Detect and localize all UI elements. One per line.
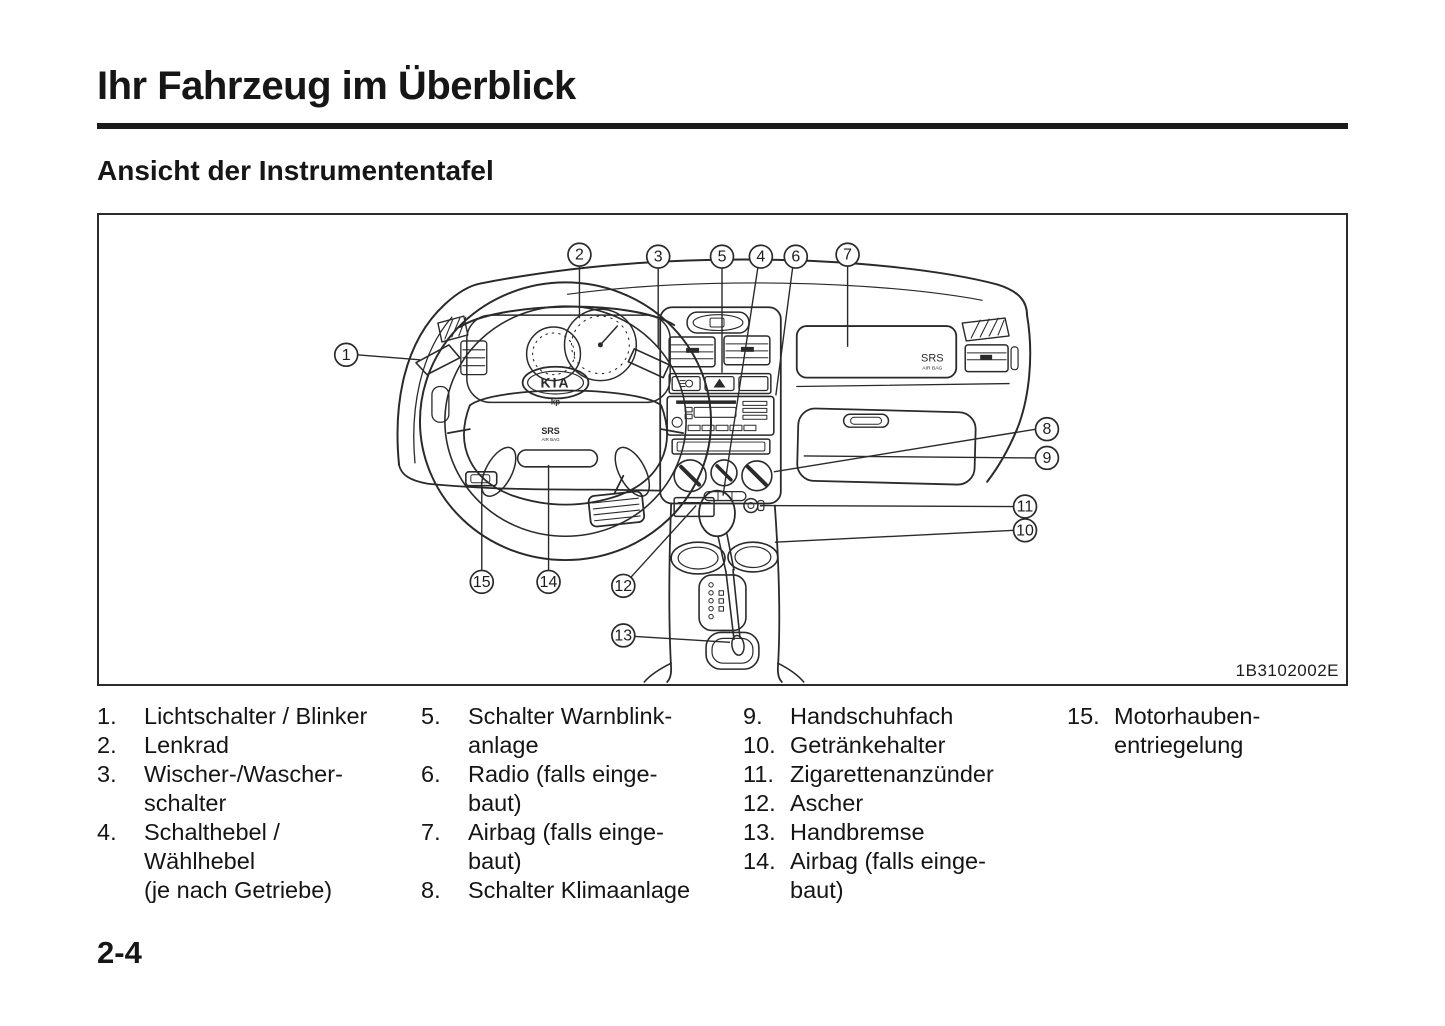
legend-item-number: 10. — [743, 732, 776, 758]
legend-column-1 — [97, 702, 421, 905]
handbrake — [706, 570, 759, 669]
callout-1 — [335, 343, 358, 366]
legend-item-line: Schalter Klimaanlage — [468, 877, 691, 903]
instrument-panel-diagram — [99, 215, 1346, 684]
svg-text:8: 8 — [1042, 421, 1052, 439]
callout-5 — [711, 245, 734, 268]
svg-text:7: 7 — [843, 246, 853, 264]
legend-item-line: Ascher — [790, 790, 864, 816]
headlight-icon — [686, 380, 693, 387]
gear-shifter — [699, 491, 746, 631]
legend-item — [421, 876, 743, 905]
legend-item-number: 11. — [743, 761, 774, 787]
page-number: 2-4 — [97, 935, 142, 970]
legend-item-number: 6. — [421, 761, 441, 787]
callout-11 — [1014, 495, 1037, 518]
legend-item — [421, 702, 743, 760]
callout-3 — [647, 245, 670, 268]
legend-item — [743, 789, 1067, 818]
legend-item-line: Schalter Warnblink- — [468, 703, 673, 729]
brand-logo-text: KIA — [540, 374, 571, 391]
clock-pod — [687, 312, 749, 333]
legend-item-number: 4. — [97, 819, 117, 845]
legend-item — [1067, 702, 1348, 760]
legend-item-line: Wählhebel — [144, 848, 256, 874]
title-rule — [97, 123, 1348, 129]
svg-text:12: 12 — [614, 577, 633, 595]
wheel-horn-label: kp — [550, 397, 561, 407]
legend-item — [421, 760, 743, 818]
figure-code: 1B3102002E — [1235, 661, 1339, 680]
legend-column-3 — [743, 702, 1067, 905]
storage-tray — [672, 439, 770, 454]
callout-12 — [612, 574, 635, 597]
legend-item-number: 3. — [97, 761, 117, 787]
legend-column-2 — [421, 702, 743, 905]
legend-item — [743, 702, 1067, 731]
legend-item-line: anlage — [468, 732, 539, 758]
legend-item — [97, 702, 421, 731]
legend-item-number: 9. — [743, 703, 763, 729]
svg-text:10: 10 — [1016, 522, 1034, 540]
callout-4 — [749, 245, 772, 268]
callout-2 — [568, 243, 591, 266]
legend-item-number: 13. — [743, 819, 776, 845]
svg-text:3: 3 — [653, 248, 663, 266]
horn-slot — [518, 450, 598, 467]
legend-item — [97, 760, 421, 818]
legend-item-number: 8. — [421, 877, 441, 903]
legend-item — [743, 731, 1067, 760]
passenger-dash — [797, 318, 1018, 485]
dash-srs-label: SRS — [921, 352, 944, 365]
svg-text:13: 13 — [614, 627, 633, 645]
legend-item-number: 12. — [743, 790, 776, 816]
legend-item — [743, 847, 1067, 905]
svg-text:11: 11 — [1016, 498, 1034, 516]
legend-item — [421, 818, 743, 876]
svg-text:14: 14 — [539, 573, 558, 591]
blank-button — [739, 377, 768, 391]
legend-item — [743, 818, 1067, 847]
legend-item — [97, 731, 421, 760]
legend-item-line: Wischer-/Wascher- — [144, 761, 343, 787]
svg-text:2: 2 — [575, 246, 584, 264]
callout-9 — [1035, 447, 1058, 470]
legend-column-4 — [1067, 702, 1348, 905]
legend-item — [743, 760, 1067, 789]
svg-text:5: 5 — [717, 248, 727, 266]
page-title: Ihr Fahrzeug im Überblick — [97, 64, 576, 108]
callout-7 — [836, 243, 859, 266]
svg-text:15: 15 — [472, 573, 491, 591]
right-vent-hatched — [962, 318, 1009, 341]
climate-knobs — [674, 460, 772, 492]
legend-item-line: Lichtschalter / Blinker — [144, 703, 368, 729]
legend-item-line: baut) — [790, 877, 844, 903]
cup-holders — [671, 542, 778, 574]
callout-10 — [1014, 519, 1037, 542]
cd-slot — [676, 400, 736, 403]
callout-13 — [612, 624, 635, 647]
dash-srs-sublabel: AIR BAG — [922, 366, 943, 372]
legend-item-number: 14. — [743, 848, 776, 874]
legend-item-line: Handschuhfach — [790, 703, 954, 729]
legend-item-line: Schalthebel / — [144, 819, 280, 845]
tachometer-gauge — [527, 327, 581, 381]
wheel-srs-label: SRS — [541, 426, 560, 437]
legend-item-line: baut) — [468, 790, 522, 816]
legend-item-line: Airbag (falls einge- — [468, 819, 664, 845]
callout-8 — [1035, 418, 1058, 441]
legend-item-number: 2. — [97, 732, 117, 758]
center-stack — [660, 307, 781, 503]
legend-item-line: Airbag (falls einge- — [790, 848, 986, 874]
legend-item-line: Radio (falls einge- — [468, 761, 658, 787]
callout-15 — [470, 570, 493, 593]
legend-item-number: 1. — [97, 703, 117, 729]
callout-6 — [784, 245, 807, 268]
legend-item-line: Handbremse — [790, 819, 925, 845]
callout-markers — [335, 243, 1059, 647]
callout-14 — [537, 570, 560, 593]
legend-item-number: 15. — [1067, 703, 1100, 729]
legend-item-number: 5. — [421, 703, 441, 729]
door-panel — [398, 283, 487, 464]
svg-text:4: 4 — [756, 248, 766, 266]
section-title: Ansicht der Instrumententafel — [97, 155, 494, 186]
light-switch-stalk — [416, 345, 460, 375]
legend-item-line: Zigarettenanzünder — [790, 761, 994, 787]
legend-item — [97, 818, 421, 905]
legend-item-line: entriegelung — [1114, 732, 1244, 758]
legend-item-line: (je nach Getriebe) — [144, 877, 333, 903]
hazard-triangle-icon — [714, 379, 726, 388]
radio-display — [694, 407, 736, 417]
legend-item-line: Motorhauben- — [1114, 703, 1261, 729]
legend-item-number: 7. — [421, 819, 441, 845]
wheel-srs-sublabel: AIR BAG — [541, 437, 560, 443]
legend — [97, 702, 1348, 905]
radio-knob — [672, 417, 682, 427]
legend-item-line: Lenkrad — [144, 732, 229, 758]
svg-text:9: 9 — [1042, 449, 1052, 467]
instrument-panel-figure — [97, 213, 1348, 686]
svg-text:1: 1 — [341, 346, 351, 364]
legend-item-line: schalter — [144, 790, 227, 816]
svg-text:6: 6 — [791, 248, 801, 266]
glove-box — [797, 408, 976, 485]
legend-item-line: baut) — [468, 848, 522, 874]
legend-item-line: Getränkehalter — [790, 732, 946, 758]
